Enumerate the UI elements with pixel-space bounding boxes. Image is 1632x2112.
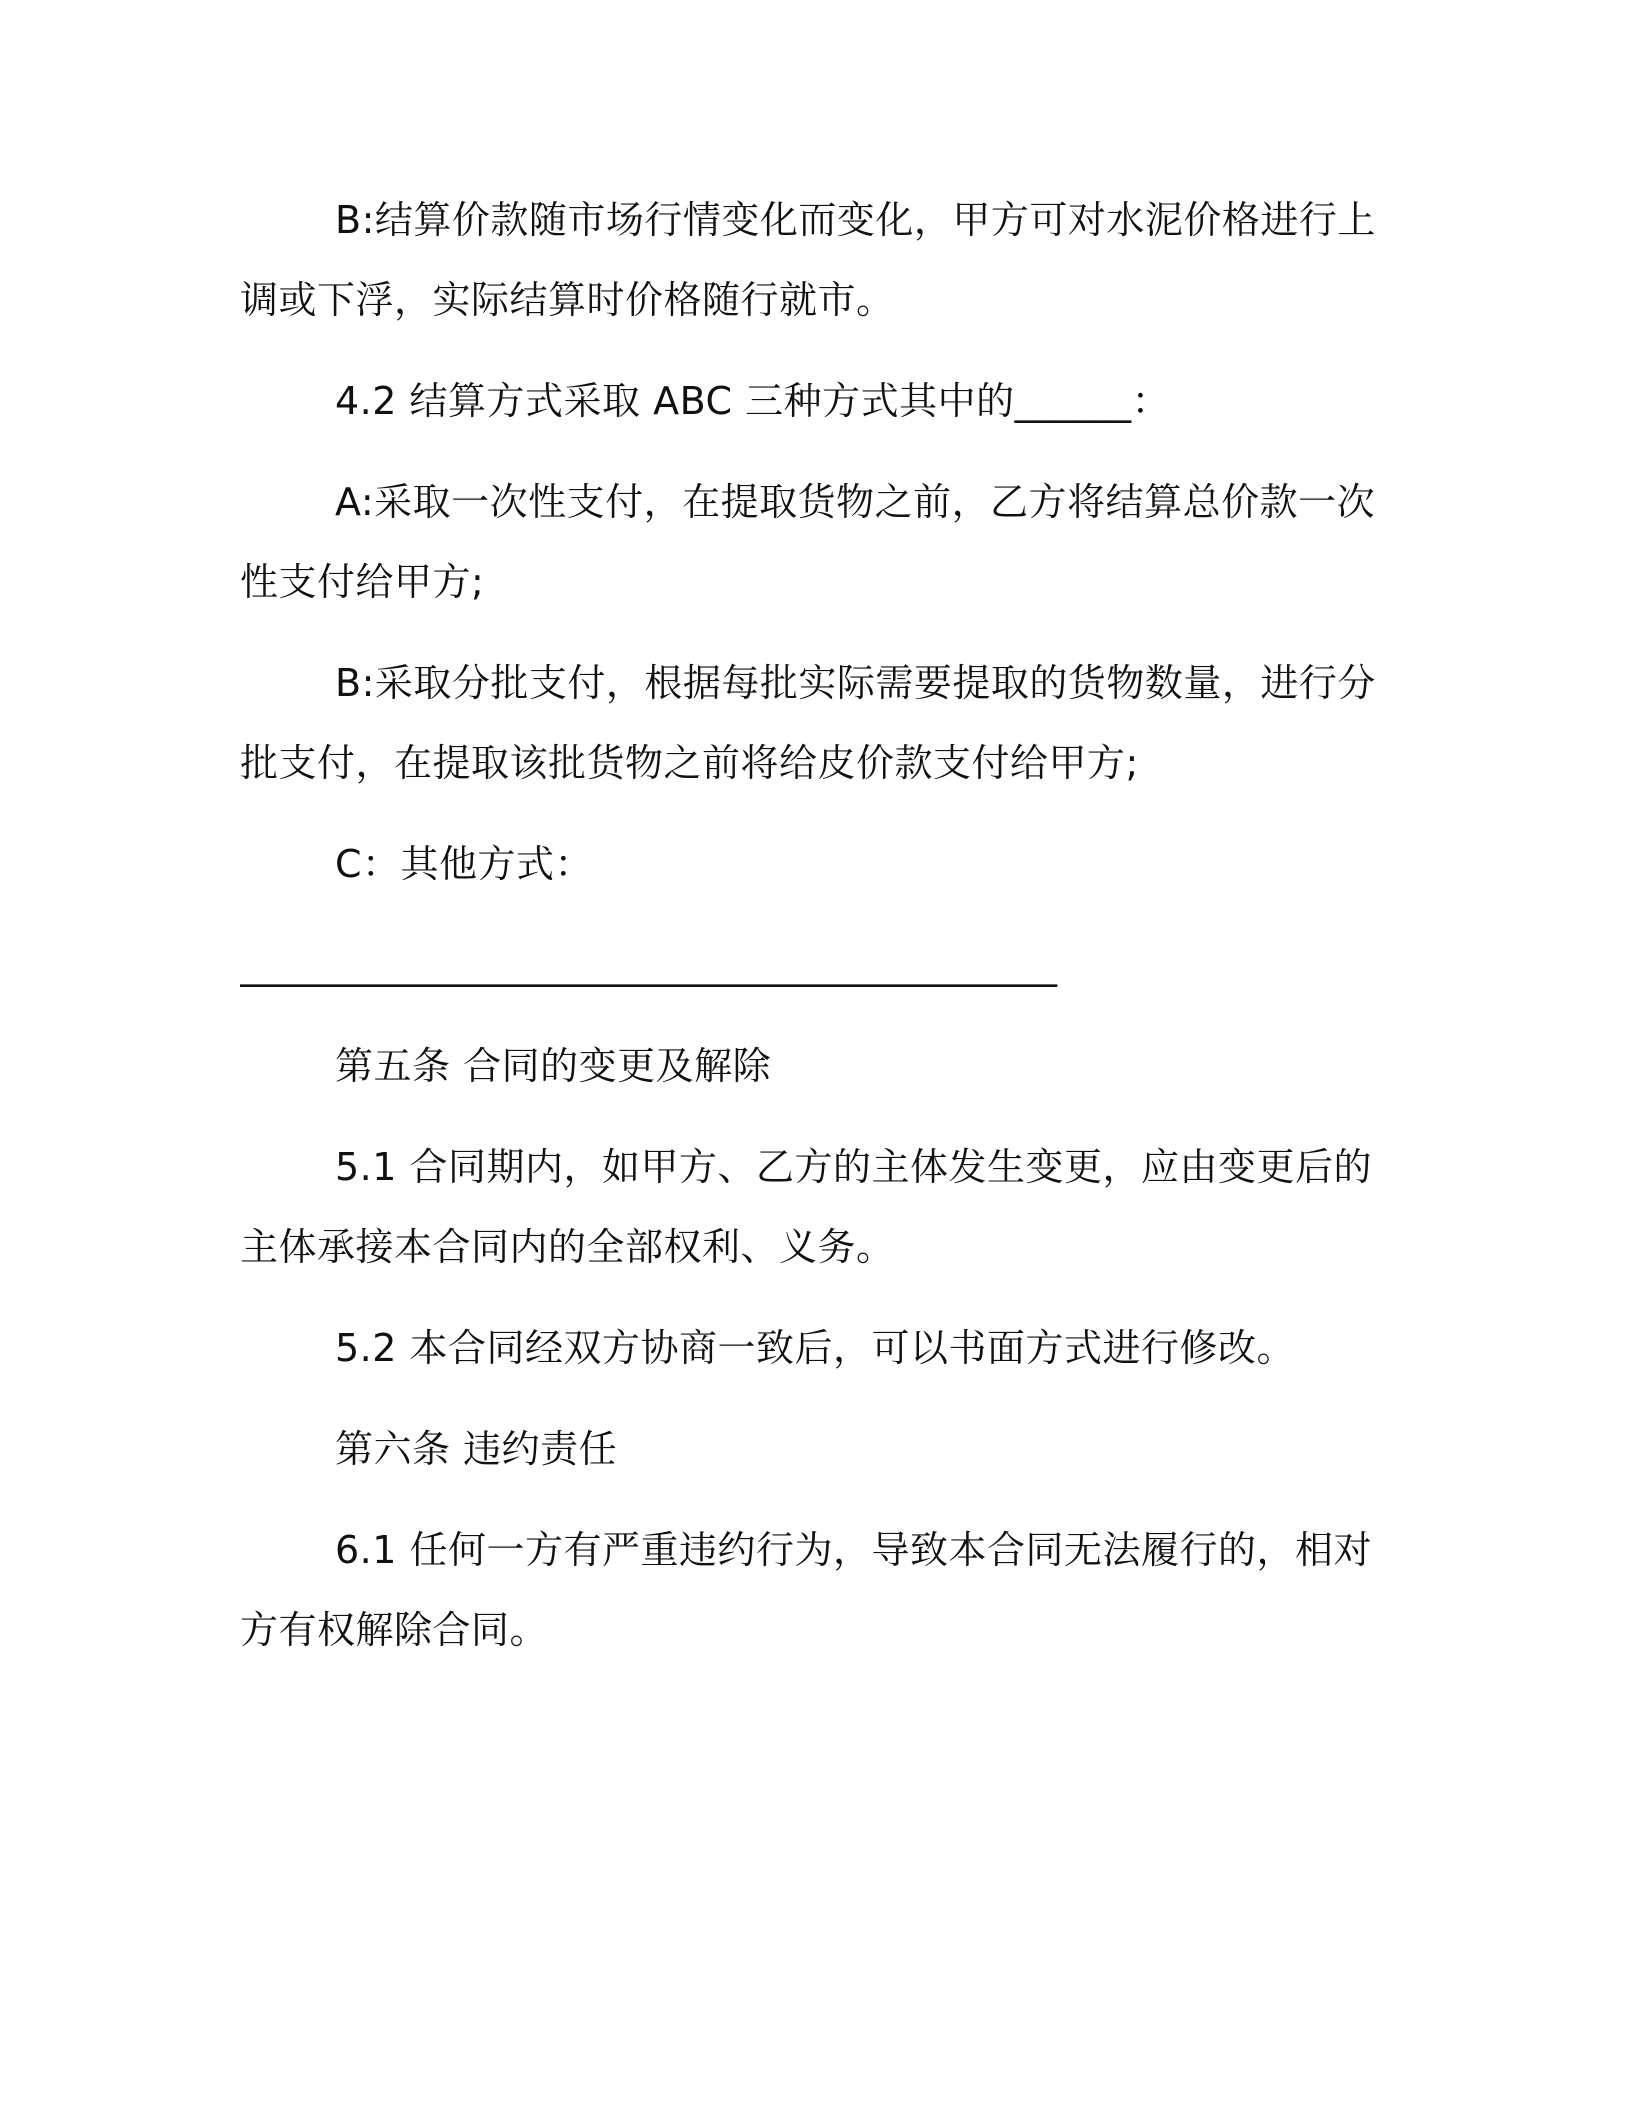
clause-5-1: 5.1 合同期内，如甲方、乙方的主体发生变更，应由变更后的主体承接本合同内的全部权利、义务。 [240, 1145, 1373, 1269]
clause-4-2-option-c: C：其他方式： [335, 842, 594, 886]
clause-5-2: 5.2 本合同经双方协商一致后，可以书面方式进行修改。 [335, 1326, 1296, 1370]
article-5-heading: 第五条 合同的变更及解除 [335, 1044, 772, 1088]
clause-4-2: 4.2 结算方式采取 ABC 三种方式其中的______： [335, 379, 1171, 423]
article-6-heading: 第六条 违约责任 [335, 1427, 618, 1471]
clause-6-1: 6.1 任何一方有严重违约行为，导致本合同无法履行的，相对方有权解除合同。 [240, 1528, 1373, 1652]
document-body [240, 180, 1390, 1691]
clause-4-1-option-b: B:结算价款随市场行情变化而变化，甲方可对水泥价格进行上调或下浮，实际结算时价格随行就市。 [240, 198, 1376, 322]
clause-4-2-option-a: A:采取一次性支付，在提取货物之前，乙方将结算总价款一次性支付给甲方; [240, 480, 1376, 604]
clause-4-2-option-b: B:采取分批支付，根据每批实际需要提取的货物数量，进行分批支付，在提取该批货物之前将给皮价款支付给甲方; [240, 661, 1376, 785]
blank-fill-line: ___________________________________________ [240, 943, 1057, 987]
